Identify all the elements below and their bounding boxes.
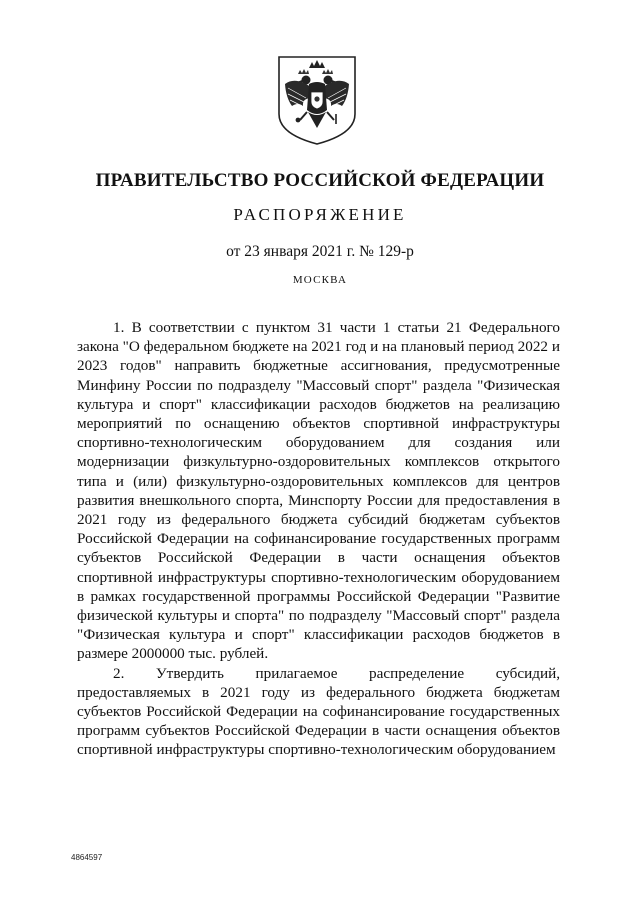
coat-of-arms-icon: [276, 54, 358, 146]
document-date-number: от 23 января 2021 г. № 129-р: [226, 243, 414, 260]
paragraph-2: 2. Утвердить прилагаемое распределение субсидий, предоставляемых в 2021 году из федерального бюджета бюджетам субъектов Российской Федерации на софинансирование государственных программ субъектов Российской Федерации в части оснащения объектов спортивной инфраструктуры спортивно-технологическим оборудованием: [77, 664, 560, 759]
document-body: [77, 318, 560, 760]
organization-title: ПРАВИТЕЛЬСТВО РОССИЙСКОЙ ФЕДЕРАЦИИ: [95, 170, 545, 191]
document-type: РАСПОРЯЖЕНИЕ: [233, 205, 407, 224]
paragraph-1: 1. В соответствии с пунктом 31 части 1 статьи 21 Федерального закона "О федеральном бюджете на 2021 год и на плановый период 2022 и 2023 годов" направить бюджетные ассигнования, предусмотренные Минфину России по подразделу "Массовый спорт" раздела "Физическая культура и спорт" классификации расходов бюджетов на реализацию мероприятий по оснащению объектов спортивной инфраструктуры спортивно-технологическим оборудованием для создания или модернизации физкультурно-оздоровительных комплексов открытого типа и (или) физкультурно-оздоровительных комплексов для центров развития внешкольного спорта, Минспорту России для предоставления в 2021 году из федерального бюджета субсидий бюджетам субъектов Российской Федерации на софинансирование государственных программ субъектов Российской Федерации в части оснащения объектов спортивной инфраструктуры спортивно-технологическим оборудованием в рамках государственной программы Российской Федерации "Развитие физической культуры и спорта" по подразделу "Массовый спорт" раздела "Физическая культура и спорт" классификации расходов бюджетов в размере 2000000 тыс. рублей.: [77, 319, 560, 663]
document-city: МОСКВА: [292, 274, 348, 286]
document-id: 4864597: [71, 853, 103, 862]
